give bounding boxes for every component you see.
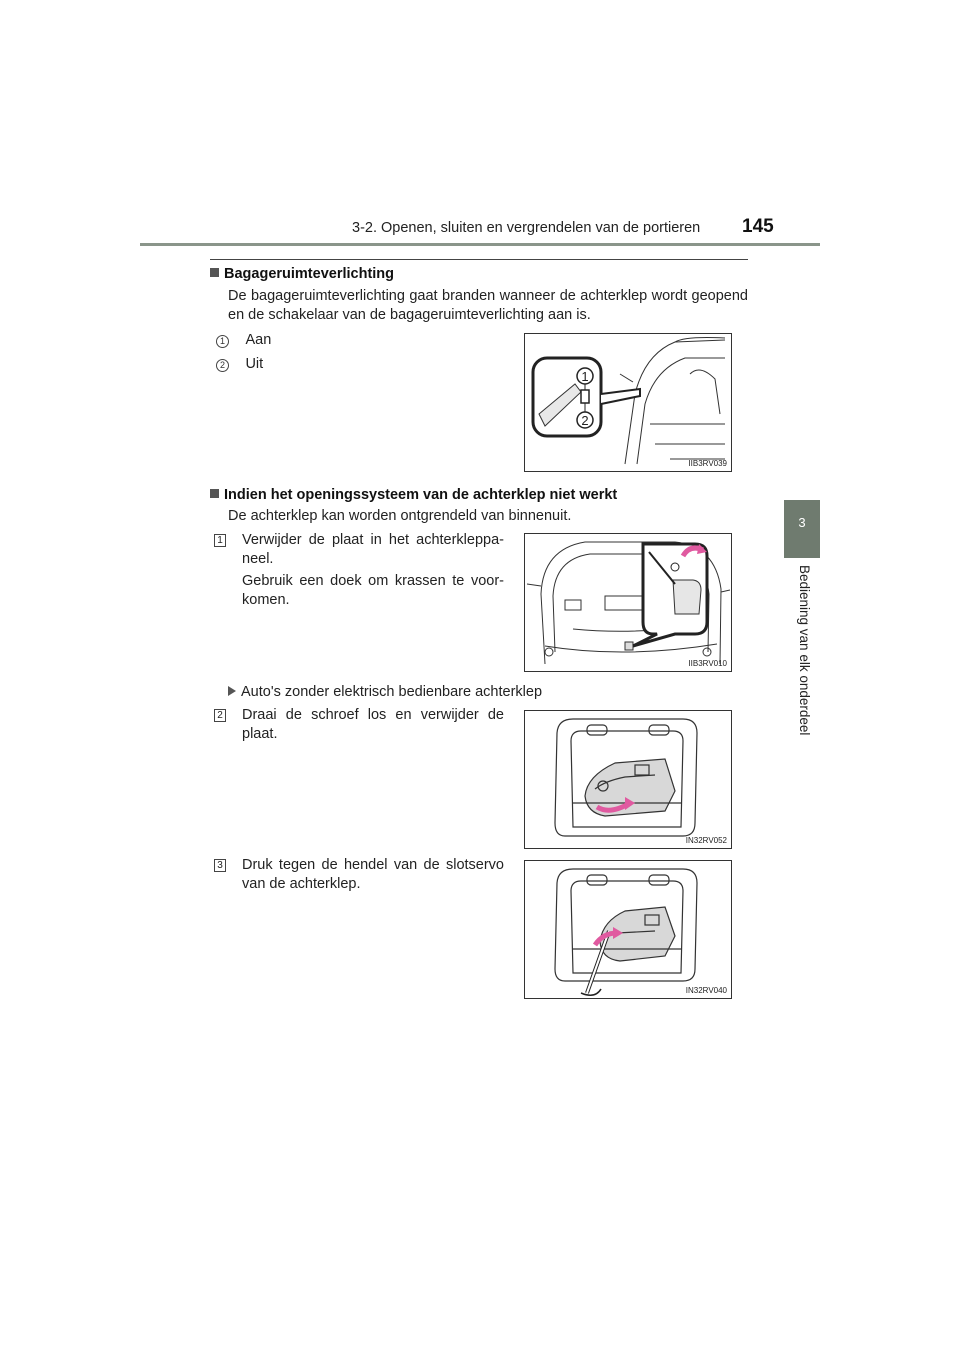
chapter-number: 3 xyxy=(798,515,806,530)
figure-code: IIB3RV039 xyxy=(688,459,727,468)
bullet-square-icon xyxy=(210,268,219,277)
figure-code: IIB3RV010 xyxy=(688,659,727,668)
number-marker: 1 xyxy=(216,335,229,348)
step1-note: Gebruik een doek om krassen te voor-komen. xyxy=(242,573,504,608)
chapter-title: Bediening van elk onderdeel xyxy=(797,565,812,736)
figure-press-lever xyxy=(524,860,732,999)
step-marker: 1 xyxy=(214,534,226,547)
figure-unscrew-plate xyxy=(524,710,732,849)
page-number: 145 xyxy=(742,216,774,237)
list-item-label: Aan xyxy=(245,332,272,348)
tailgate-panel-illustration xyxy=(525,534,731,671)
section1-heading: Bagageruimteverlichting xyxy=(210,266,394,282)
triangle-bullet-icon xyxy=(228,686,236,696)
unscrew-plate-illustration xyxy=(525,711,731,848)
step-marker: 3 xyxy=(214,859,226,872)
callout-2: 2 xyxy=(581,413,589,428)
list-item-label: Uit xyxy=(245,356,264,372)
section-header: 3-2. Openen, sluiten en vergrendelen van de portieren xyxy=(352,220,701,236)
press-lever-illustration xyxy=(525,861,731,998)
step2-text: Draai de schroef los en verwijder de plaat. xyxy=(242,707,504,742)
section-rule xyxy=(210,259,748,260)
luggage-light-illustration xyxy=(525,334,731,471)
figure-code: IN32RV052 xyxy=(685,836,727,845)
section1-intro: De bagageruimteverlichting gaat branden wanneer de achterklep wordt geopend en de schakelaar van de bagageruimteverlichting aan is. xyxy=(228,288,748,323)
figure-code: IN32RV040 xyxy=(685,986,727,995)
section2-heading: Indien het openingssysteem van de achterklep niet werkt xyxy=(210,487,617,503)
list-item xyxy=(216,331,271,350)
figure-luggage-light xyxy=(524,333,732,472)
number-marker: 2 xyxy=(216,359,229,372)
step-marker: 2 xyxy=(214,709,226,722)
chapter-tab xyxy=(784,500,820,558)
bullet-square-icon xyxy=(210,489,219,498)
list-item xyxy=(216,355,263,374)
step3-text: Druk tegen de hendel van de slotservo van de achterklep. xyxy=(242,857,504,892)
figure-back-panel xyxy=(524,533,732,672)
header-rule xyxy=(140,243,820,246)
step1-text: Verwijder de plaat in het achterkleppa-neel. xyxy=(242,532,504,567)
section2-intro: De achterklep kan worden ontgrendeld van binnenuit. xyxy=(228,508,572,524)
callout-1: 1 xyxy=(581,369,589,384)
variant-label: Auto's zonder elektrisch bedienbare achterklep xyxy=(228,683,542,702)
